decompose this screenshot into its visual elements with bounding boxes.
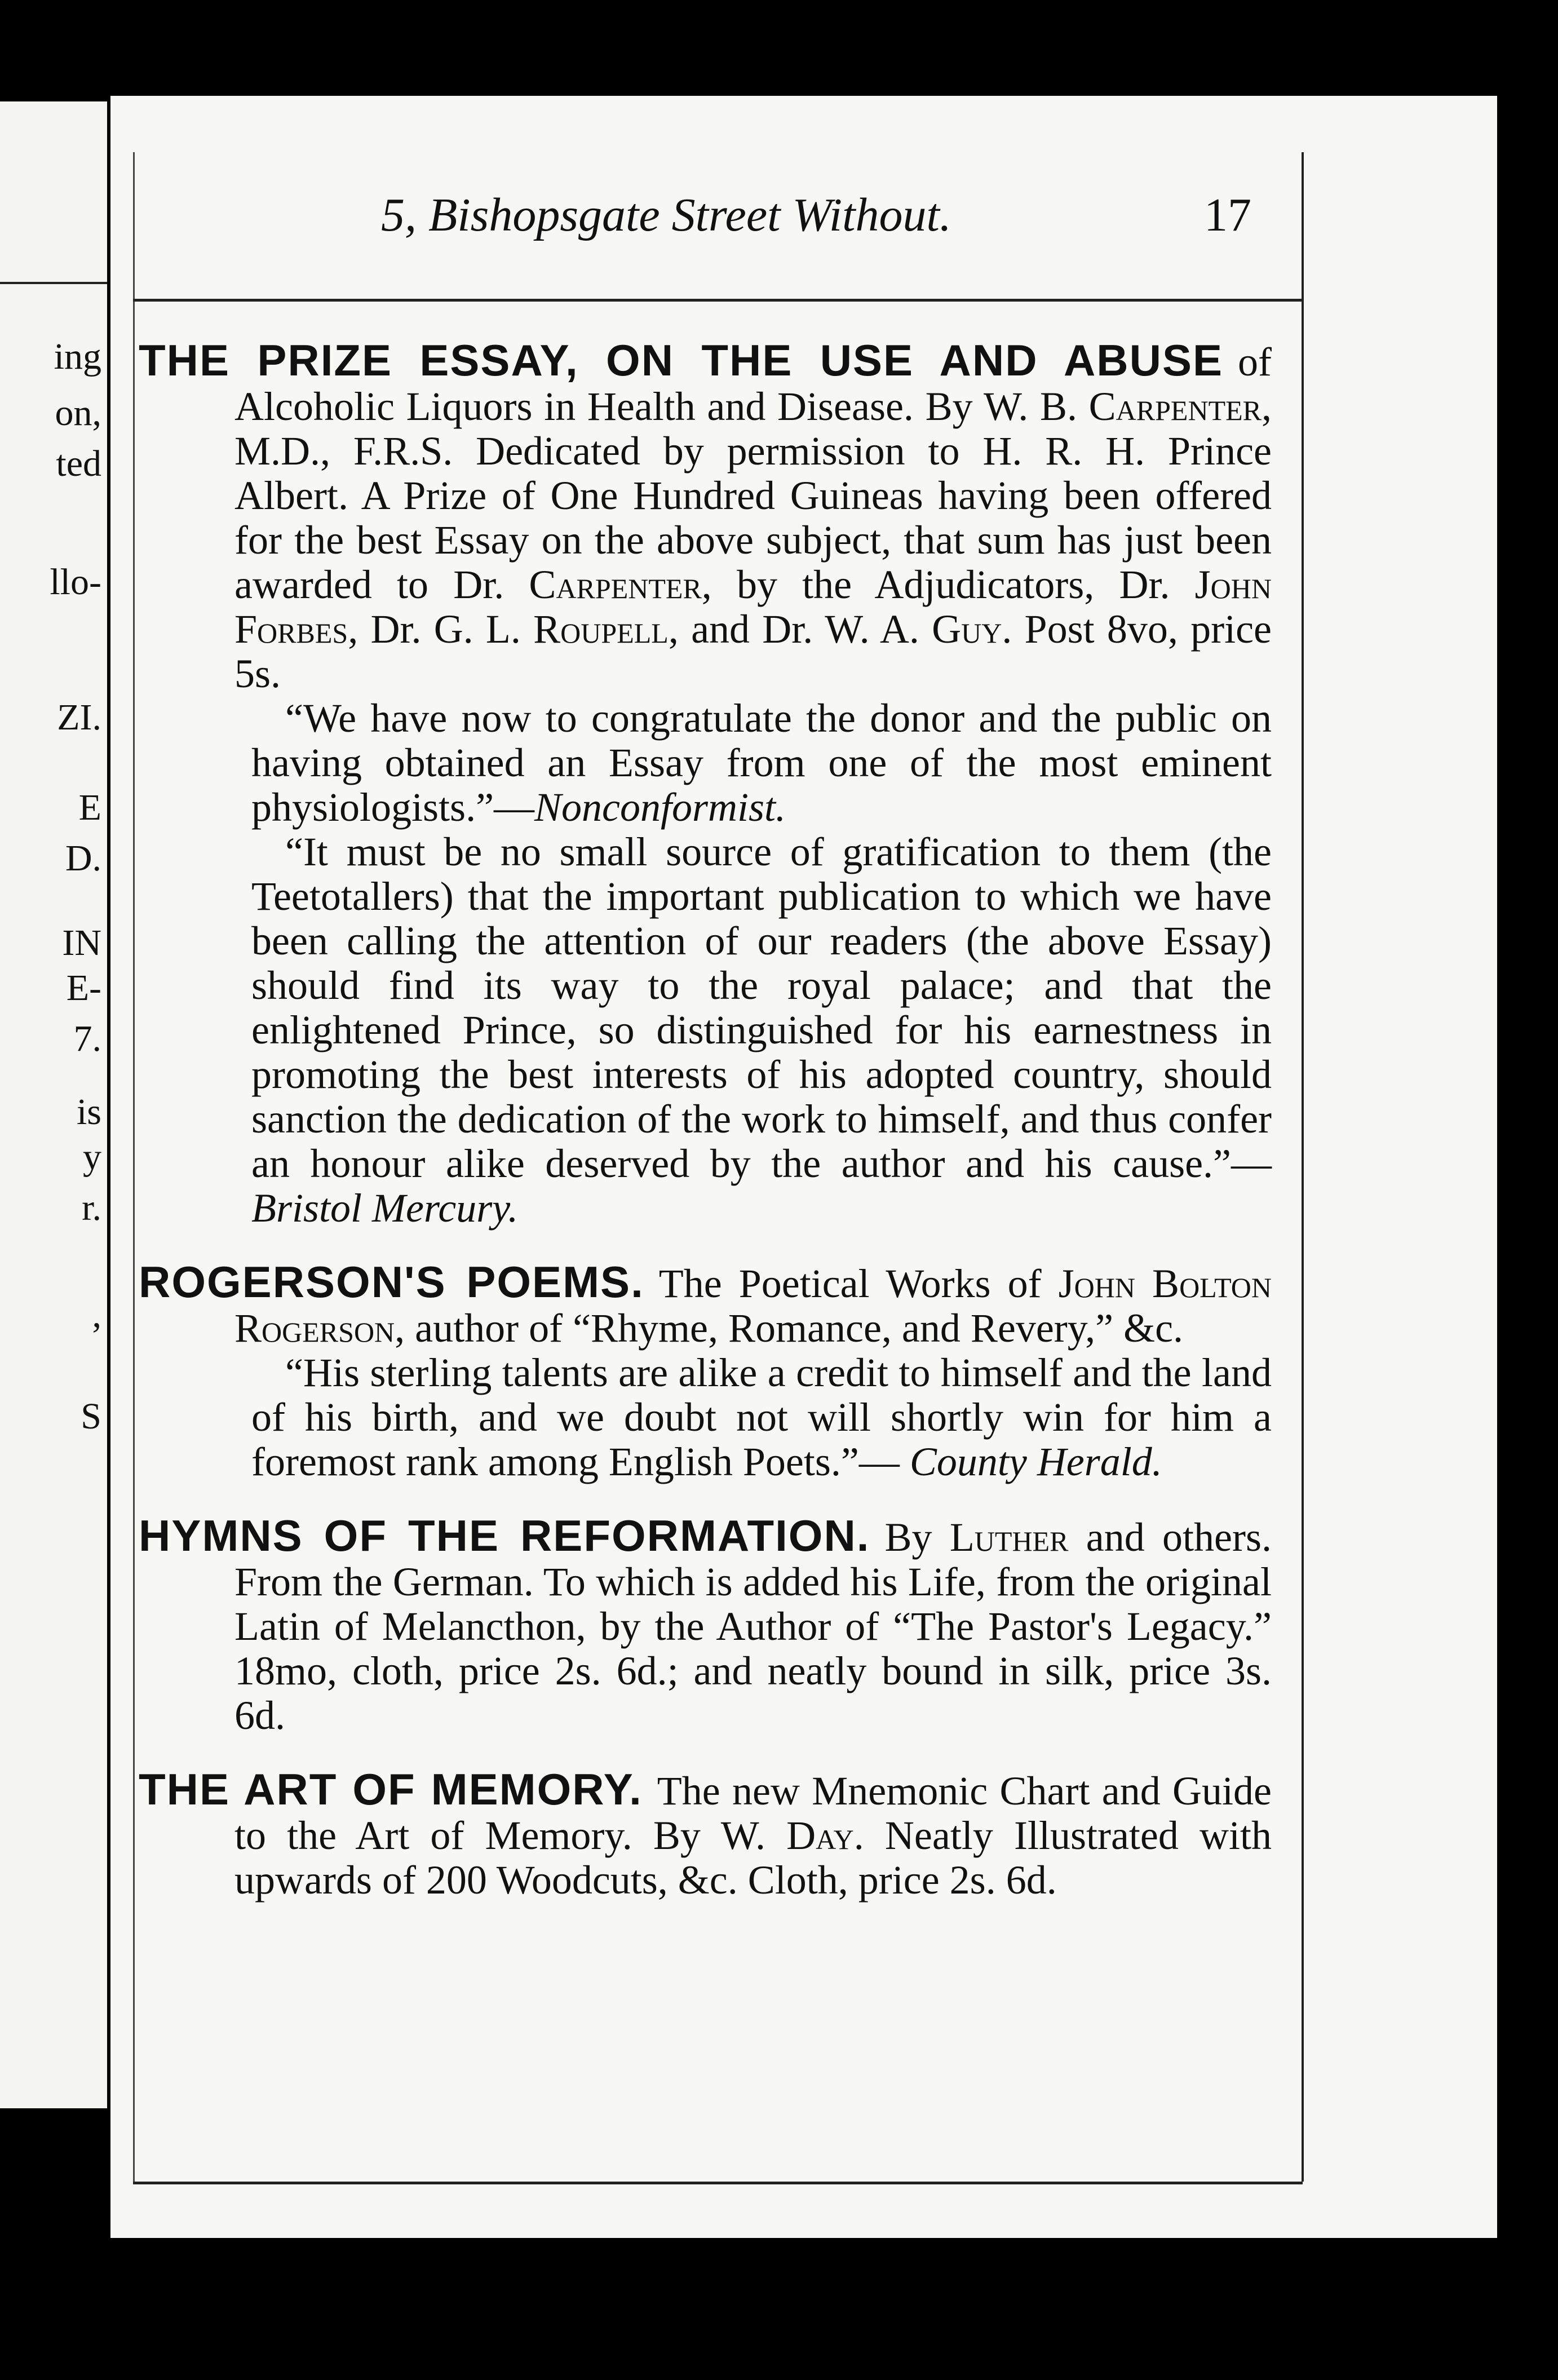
body-segment: , author of “Rhyme, Romance, and Revery,” &c. (395, 1306, 1184, 1351)
page-edge-fragment: on, (55, 392, 101, 433)
name-smallcaps: Luther (949, 1515, 1069, 1560)
review-quote (139, 1351, 1272, 1484)
name-smallcaps: Roupell (533, 607, 669, 652)
body-segment: The Poetical Works of (658, 1261, 1059, 1306)
page-edge-fragment: E- (66, 967, 101, 1008)
header-rule (133, 299, 1303, 302)
page-edge-fragment: ing (54, 336, 101, 377)
review-quote (139, 830, 1272, 1231)
name-smallcaps: Carpenter (1088, 384, 1262, 429)
quote-text: “His sterling talents are alike a credit to himself and the land of his birth, and we doubt not will shortly win for him a foremost rank among English Poets.”— (251, 1350, 1272, 1484)
page-edge-fragment: IN (62, 922, 101, 963)
body-segment: By (884, 1515, 950, 1560)
body-segment: . Neatly Illustrated with upwards of 200 Woodcuts, &c. Cloth, price 2s. 6d. (234, 1813, 1272, 1903)
page-edge-fragment: E (78, 787, 101, 828)
entry-body-text (234, 339, 1272, 696)
quote-source: Bristol Mercury. (251, 1185, 519, 1231)
body-segment: , and Dr. W. A. (668, 607, 932, 652)
quote-source: County Herald. (909, 1439, 1162, 1484)
name-smallcaps: John Bolton Rogerson (234, 1261, 1272, 1351)
advertisement-entry (139, 335, 1272, 1231)
advertisement-entry (139, 1511, 1272, 1738)
page-edge-fragment: , (92, 1294, 101, 1335)
body-segment: and others. From the German. To which is added his Life, from the original Latin of Melancthon, by the Author of “The Pastor's Legacy.” 18mo, cloth, price 2s. 6d.; and neatly bound in silk, price 3s. 6d. (234, 1515, 1272, 1738)
page-edge-fragment: y (83, 1136, 101, 1178)
book-page (110, 96, 1497, 2238)
entry-description (139, 1764, 1272, 1903)
quote-text: “It must be no small source of gratification to them (the Teetotallers) that the important publication to which we have been calling the attention of our readers (the above Essay) should find its way to the royal palace; and that the enlightened Prince, so distinguished for his earnestness in promoting the best interests of his adopted country, should sanction the dedication of the work to himself, and thus confer an honour alike deserved by the author and his cause.”— (251, 829, 1272, 1186)
page-edge-fragment: S (81, 1396, 101, 1437)
running-title: 5, Bishopsgate Street Without. (381, 189, 951, 241)
page-edge-fragment: ted (56, 443, 101, 484)
body-segment: , by the Adjudicators, Dr. (701, 562, 1195, 607)
review-quote (139, 696, 1272, 830)
body-segment: , Dr. G. L. (348, 607, 534, 652)
name-smallcaps: Guy (932, 607, 1002, 652)
page-edge-fragment: llo- (50, 561, 101, 603)
page-edge-fragment: r. (82, 1187, 101, 1228)
quote-text: “We have now to congratulate the donor and the public on having obtained an Essay from one of the most eminent physiologists.”— (251, 696, 1272, 830)
page-edge-rule (0, 282, 107, 284)
page-edge-fragment: ZI. (57, 697, 101, 738)
entry-heading: THE PRIZE ESSAY, ON THE USE AND ABUSE (139, 335, 1224, 385)
page-edge-fragment: 7. (73, 1018, 101, 1059)
entry-description (139, 1257, 1272, 1351)
page-edge-fragment: is (76, 1091, 101, 1133)
entry-heading: HYMNS OF THE REFORMATION. (139, 1511, 870, 1560)
page-edge-fragment: D. (65, 838, 101, 879)
entry-description (139, 1511, 1272, 1738)
previous-page-edge (0, 101, 107, 2108)
entry-description (139, 335, 1272, 696)
name-smallcaps: John Forbes (234, 562, 1272, 652)
body-segment: , M.D., F.R.S. Dedicated by permission to H. R. H. Prince Albert. A Prize of One Hundred Guineas having been offered for the best Essay on the above subject, that sum has just been awarded to Dr. (234, 384, 1272, 607)
advertisement-entry (139, 1764, 1272, 1903)
advertisement-list (139, 335, 1272, 1932)
entry-heading: ROGERSON'S POEMS. (139, 1257, 644, 1307)
entry-heading: THE ART OF MEMORY. (139, 1764, 643, 1814)
page-number: 17 (1204, 189, 1251, 241)
name-smallcaps: Day (786, 1813, 854, 1858)
footer-rule (133, 2182, 1303, 2184)
body-segment: . Post 8vo, price 5s. (234, 607, 1272, 696)
body-segment: The new Mnemonic Chart and Guide to the Art of Memory. By W. (234, 1768, 1272, 1858)
advertisement-entry (139, 1257, 1272, 1484)
name-smallcaps: Carpenter (529, 562, 702, 607)
body-segment: of Alcoholic Liquors in Health and Disease. By W. B. (234, 339, 1272, 429)
quote-source: Nonconformist. (534, 785, 786, 830)
